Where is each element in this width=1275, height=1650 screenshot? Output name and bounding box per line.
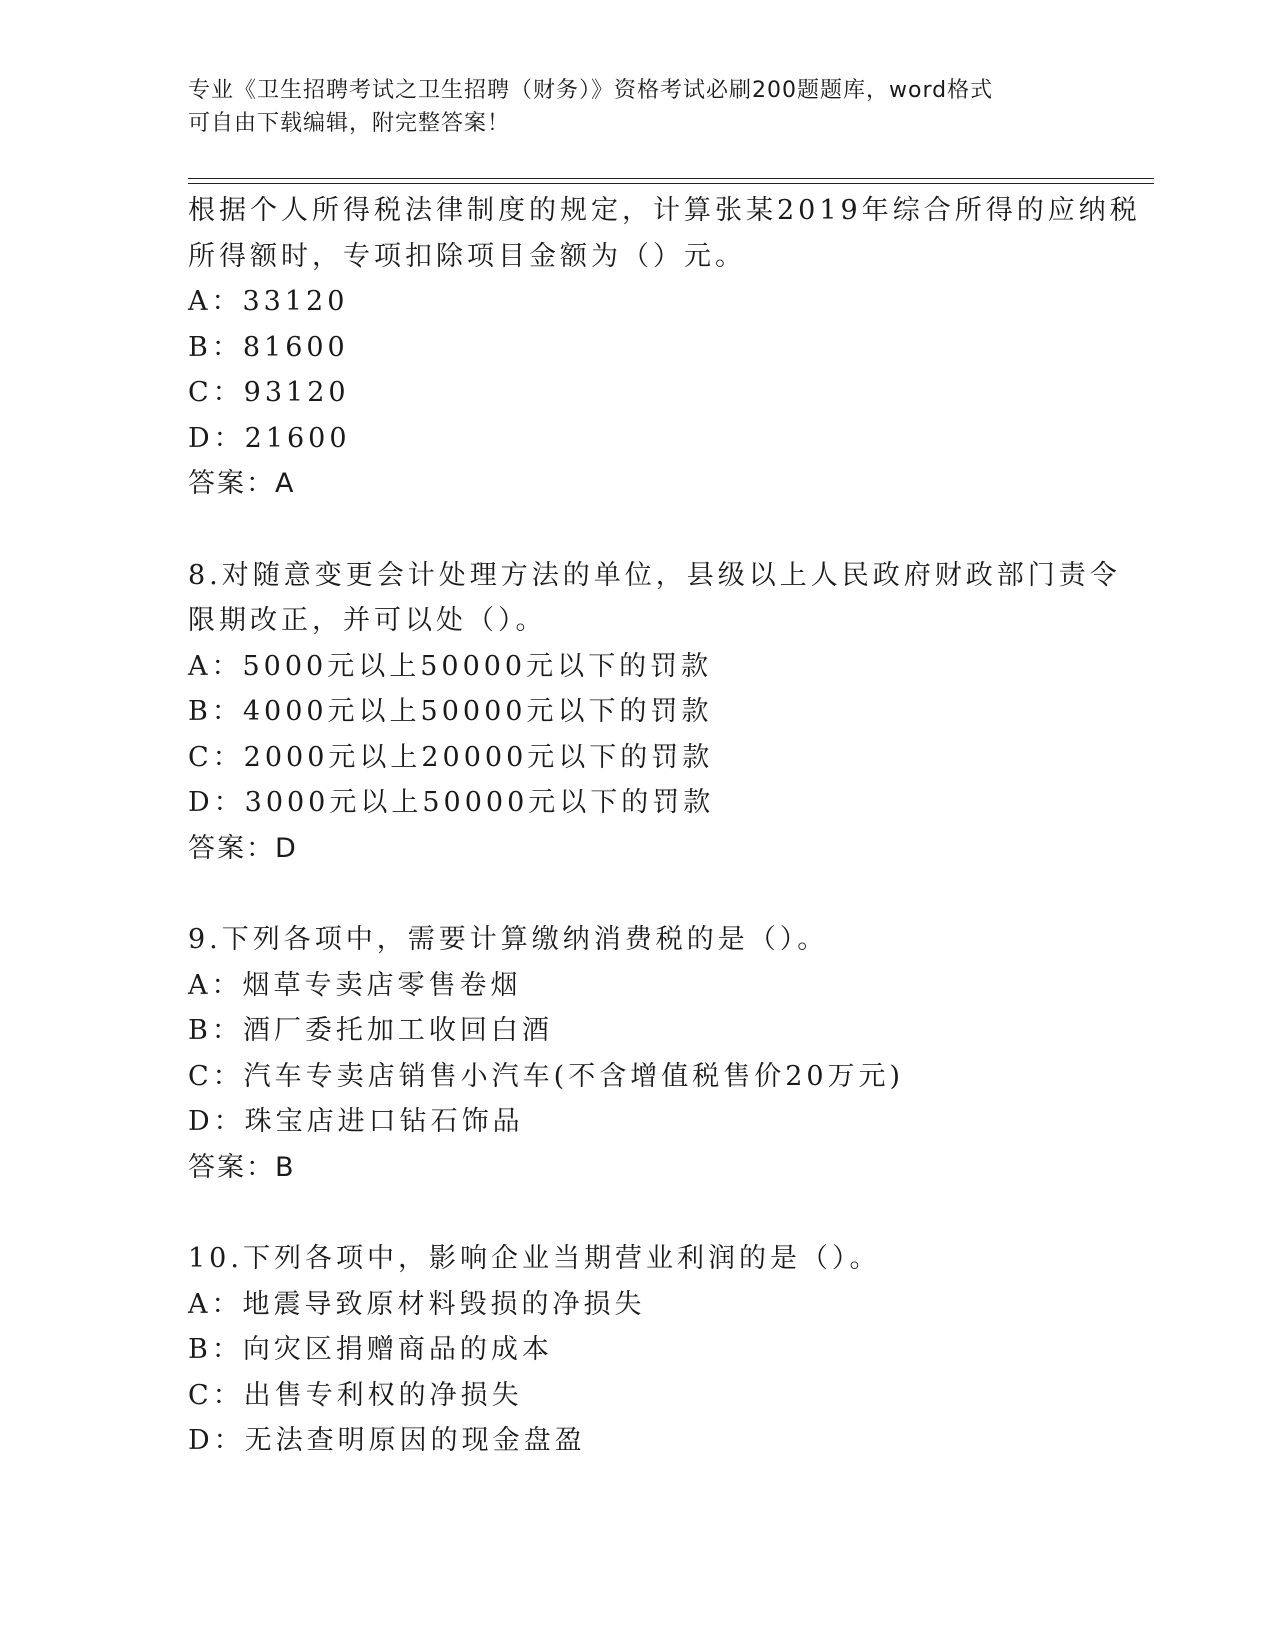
option-a: A：5000元以上50000元以下的罚款 [188, 650, 713, 682]
question-stem: 9.下列各项中，需要计算缴纳消费税的是（）。 [188, 924, 829, 955]
option-d: D：21600 [188, 422, 351, 454]
option-d: D：无法查明原因的现金盘盈 [188, 1425, 586, 1456]
option-a: A：烟草专卖店零售卷烟 [188, 969, 522, 1001]
question-stem: 所得额时，专项扣除项目金额为（）元。 [188, 240, 746, 272]
question-stem: 10.下列各项中，影响企业当期营业利润的是（）。 [188, 1243, 881, 1274]
question-block [188, 553, 1148, 872]
option-c: C：2000元以上20000元以下的罚款 [188, 741, 714, 773]
header-rule-top [188, 178, 1154, 179]
option-c: C：汽车专卖店销售小汽车(不含增值税售价20万元) [188, 1060, 905, 1092]
header-line-2: 可自由下载编辑，附完整答案！ [188, 111, 511, 136]
question-stem: 8.对随意变更会计处理方法的单位，县级以上人民政府财政部门责令 [188, 559, 1121, 591]
option-a: A：33120 [188, 286, 349, 317]
option-b: B：4000元以上50000元以下的罚款 [188, 696, 713, 727]
question-block [188, 1236, 1148, 1464]
question-stem: 限期改正，并可以处（）。 [188, 605, 547, 636]
option-d: D：珠宝店进口钻石饰品 [188, 1106, 524, 1137]
option-c: C：出售专利权的净损失 [188, 1379, 523, 1411]
question-block [188, 188, 1148, 507]
spacer [188, 1190, 1148, 1236]
option-a: A：地震导致原材料毁损的净损失 [188, 1288, 646, 1320]
header-line-1: 专业《卫生招聘考试之卫生招聘（财务）》资格考试必刷200题题库，word格式 [188, 78, 994, 103]
question-stem: 根据个人所得税法律制度的规定，计算张某2019年综合所得的应纳税 [188, 195, 1141, 226]
header-rule-bottom [188, 183, 1154, 184]
option-b: B：酒厂委托加工收回白酒 [188, 1015, 553, 1046]
spacer [188, 871, 1148, 917]
option-c: C：93120 [188, 377, 350, 408]
question-block [188, 917, 1148, 1190]
spacer [188, 507, 1148, 553]
answer-text: 答案：D [188, 832, 298, 864]
question-list [188, 188, 1148, 1464]
option-b: B：向灾区捐赠商品的成本 [188, 1334, 553, 1365]
option-d: D：3000元以上50000元以下的罚款 [188, 787, 715, 818]
answer-text: 答案：B [188, 1151, 296, 1183]
document-header [188, 74, 1088, 140]
answer-text: 答案：A [188, 468, 296, 499]
option-b: B：81600 [188, 331, 349, 363]
